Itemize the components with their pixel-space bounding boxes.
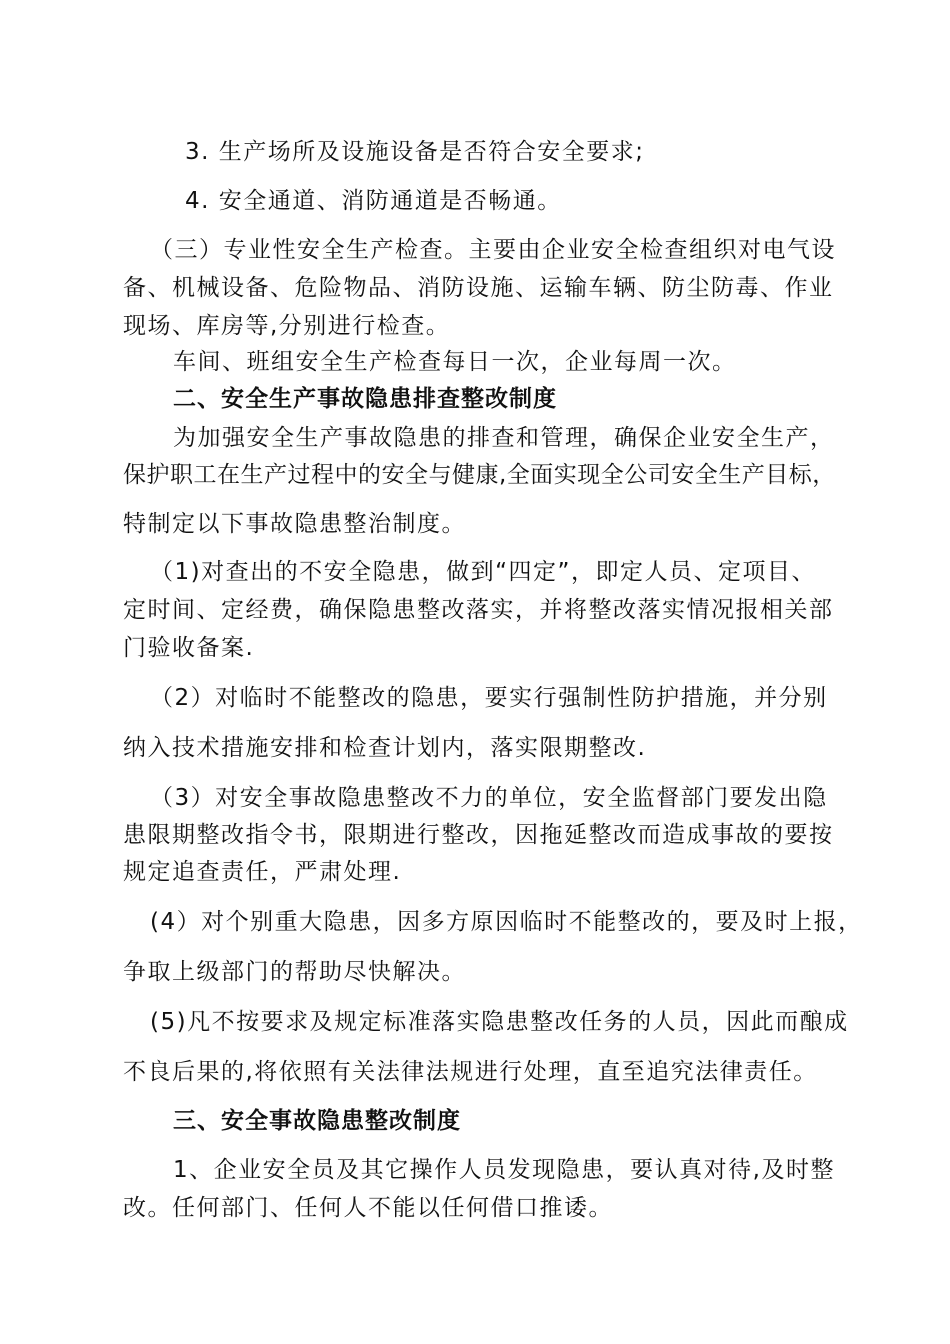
list-item-3: 3. 生产场所及设施设备是否符合安全要求; <box>185 139 645 165</box>
paragraph-line: 改。任何部门、任何人不能以任何借口推诿。 <box>123 1195 613 1221</box>
paragraph-line: 争取上级部门的帮助尽快解决。 <box>123 959 466 985</box>
paragraph-line: 现场、库房等,分别进行检查。 <box>123 313 451 339</box>
section-heading-2: 二、安全生产事故隐患排查整改制度 <box>173 386 557 412</box>
paragraph-line: 特制定以下事故隐患整治制度。 <box>123 511 466 537</box>
paragraph-line: 纳入技术措施安排和检查计划内，落实限期整改. <box>123 735 647 761</box>
paragraph-line: 为加强安全生产事故隐患的排查和管理，确保企业安全生产， <box>173 425 835 451</box>
paragraph-line: 1、企业安全员及其它操作人员发现隐患，要认真对待,及时整 <box>173 1157 835 1183</box>
section-heading-3: 三、安全事故隐患整改制度 <box>173 1108 461 1134</box>
list-item-4: (4）对个别重大隐患，因多方原因临时不能整改的，要及时上报， <box>150 909 863 935</box>
paragraph-line: 定时间、定经费，确保隐患整改落实，并将整改落实情况报相关部 <box>123 597 834 623</box>
paragraph-line: （三）专业性安全生产检查。主要由企业安全检查组织对电气设 <box>150 237 836 263</box>
paragraph-line: 门验收备案. <box>123 635 255 661</box>
list-item-1: （1)对查出的不安全隐患，做到“四定”，即定人员、定项目、 <box>150 559 816 585</box>
paragraph-line: 备、机械设备、危险物品、消防设施、运输车辆、防尘防毒、作业 <box>123 275 834 301</box>
list-item-3: （3）对安全事故隐患整改不力的单位，安全监督部门要发出隐 <box>150 785 828 811</box>
list-item-2: （2）对临时不能整改的隐患，要实行强制性防护措施，并分别 <box>150 685 828 711</box>
list-item-4: 4. 安全通道、消防通道是否畅通。 <box>185 188 562 214</box>
paragraph-line: 规定追查责任，严肃处理. <box>123 859 402 885</box>
paragraph-line: 保护职工在生产过程中的安全与健康,全面实现全公司安全生产目标， <box>123 462 836 488</box>
paragraph-line: 车间、班组安全生产检查每日一次，企业每周一次。 <box>173 349 737 375</box>
paragraph-line: 患限期整改指令书，限期进行整改，因拖延整改而造成事故的要按 <box>123 822 834 848</box>
list-item-5: (5)凡不按要求及规定标准落实隐患整改任务的人员，因此而酿成 <box>150 1009 849 1035</box>
paragraph-line: 不良后果的,将依照有关法律法规进行处理，直至追究法律责任。 <box>123 1059 818 1085</box>
